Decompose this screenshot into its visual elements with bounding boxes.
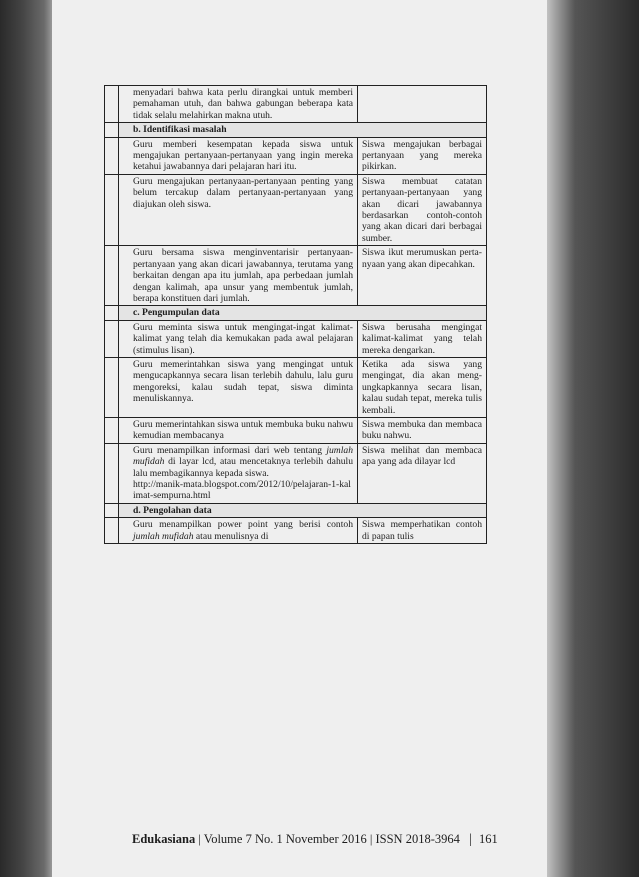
teacher-activity-cell: Guru meminta siswa untuk mengingat-ingat kalimat-kalimat yang telah dia kemukakan pada awal pelajaran (stimulus lisan). <box>119 320 358 357</box>
teacher-activity-cell: Guru memerintahkan siswa yang mengingat untuk mengucapkannya secara lisan terlebih dahulu, lalu guru mengoreksi, kalau sudah tepat, siswa diminta menuliskannya. <box>119 357 358 417</box>
teacher-activity-cell: Guru memberi kesempatan kepada siswa untuk mengajukan pertanyaan-pertanyaan yang ingin mereka ketahui jawabannya dari pelajaran hari itu. <box>119 137 358 174</box>
table-row <box>105 86 487 123</box>
teacher-text: Guru menampilkan power point yang berisi contoh <box>133 519 353 531</box>
number-cell <box>105 174 119 245</box>
journal-details: Volume 7 No. 1 November 2016 | ISSN 2018-3964 <box>203 832 460 846</box>
number-cell <box>105 443 119 503</box>
student-activity-cell: Siswa melihat dan membaca apa yang ada dilayar lcd <box>358 443 487 503</box>
student-activity-cell: Siswa memperhatikan contoh di papan tulis <box>358 518 487 544</box>
number-cell <box>105 357 119 417</box>
footer-separator: | <box>469 832 472 847</box>
table-row <box>105 357 487 417</box>
term-italic: jumlah mufidah <box>133 530 194 542</box>
student-activity-cell: Siswa ikut merumuskan perta-nyaan yang akan dipecahkan. <box>358 246 487 306</box>
student-activity-cell: Siswa membuat catatan pertanyaan-pertanyaan yang akan dicari jawabannya berdasarkan contoh-contoh yang akan dicari dari berbagai sumber. <box>358 174 487 245</box>
table-row <box>105 443 487 503</box>
number-cell <box>105 503 119 517</box>
section-label: d. Pengolahan data <box>119 503 487 517</box>
footer-separator: | <box>198 832 201 846</box>
table-row <box>105 137 487 174</box>
number-cell <box>105 137 119 174</box>
table-row <box>105 320 487 357</box>
number-cell <box>105 246 119 306</box>
student-activity-cell: Siswa mengajukan berbagai pertanyaan yang mereka pikirkan. <box>358 137 487 174</box>
teacher-activity-cell: menyadari bahwa kata perlu dirangkai untuk memberi pemahaman utuh, dan bahwa gabungan beberapa kata tidak selalu melahirkan makna utuh. <box>119 86 358 123</box>
table-row <box>105 174 487 245</box>
student-activity-cell <box>358 86 487 123</box>
number-cell <box>105 320 119 357</box>
teacher-text: Guru menampilkan informasi dari web tentang <box>133 444 327 456</box>
table-row <box>105 246 487 306</box>
term-italic: jumlah mufidah <box>133 444 353 468</box>
number-cell <box>105 306 119 320</box>
teacher-activity-cell <box>119 443 358 503</box>
learning-steps-table <box>104 85 487 544</box>
number-cell <box>105 417 119 443</box>
number-cell <box>105 518 119 544</box>
teacher-activity-cell: Guru memerintahkan siswa untuk membuka buku nahwu kemudian membacanya <box>119 417 358 443</box>
teacher-activity-cell: Guru mengajukan pertanyaan-pertanyaan penting yang belum tercakup dalam pertanyaan-pertanyaan yang diajukan oleh siswa. <box>119 174 358 245</box>
student-activity-cell: Siswa membuka dan membaca buku nahwu. <box>358 417 487 443</box>
table-body <box>105 86 487 544</box>
section-label: b. Identifikasi masalah <box>119 123 487 137</box>
section-label: c. Pengumpulan data <box>119 306 487 320</box>
teacher-activity-cell <box>119 518 358 544</box>
table-row <box>105 518 487 544</box>
number-cell <box>105 123 119 137</box>
section-header-row <box>105 503 487 517</box>
journal-name: Edukasiana <box>132 832 196 846</box>
number-cell <box>105 86 119 123</box>
table-row <box>105 417 487 443</box>
student-activity-cell: Siswa berusaha mengingat kalimat-kalimat yang telah mereka dengarkan. <box>358 320 487 357</box>
source-url[interactable]: http://manik-mata.blogspot.com/2012/10/pelajaran-1-kalimat-sempurna.html <box>133 479 351 502</box>
page-number: 161 <box>478 832 498 846</box>
teacher-activity-cell: Guru bersama siswa menginventarisir pertanyaan-pertanyaan yang akan dicari jawabannya, terutama yang berkaitan dengan apa itu jumlah, apa perbedaan jumlah dengan kalimah, apa unsur yang membentuk jumlah, berapa konstituen dari jumlah. <box>119 246 358 306</box>
section-header-row <box>105 123 487 137</box>
teacher-text: di layar lcd, atau mencetaknya terlebih dahulu lalu membagikannya kepada siswa. <box>133 456 353 479</box>
teacher-text: atau menulisnya di <box>193 530 269 542</box>
student-activity-cell: Ketika ada siswa yang mengingat, dia akan meng-ungkapkannya secara lisan, kalau sudah tepat, mereka tulis kembali. <box>358 357 487 417</box>
section-header-row <box>105 306 487 320</box>
page-footer <box>132 832 498 848</box>
